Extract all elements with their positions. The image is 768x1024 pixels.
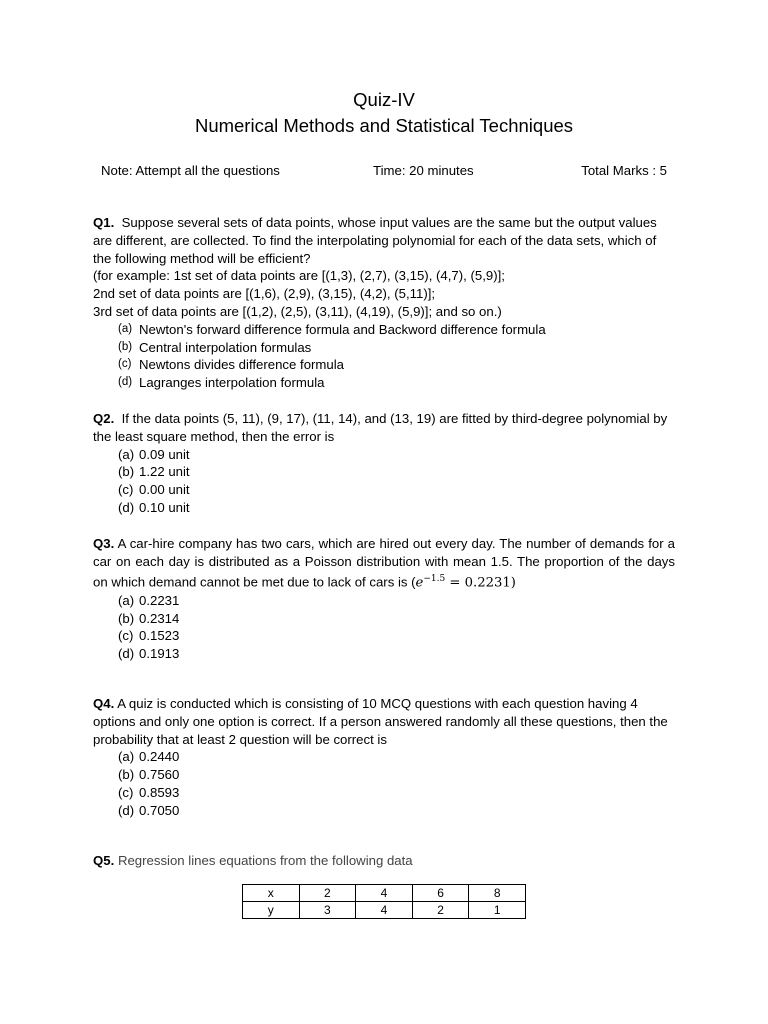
question-number: Q4. [93,696,115,711]
option-label: (c) [118,482,134,498]
table-cell: 4 [356,902,413,919]
option-label: (b) [118,340,133,353]
option-text: Lagranges interpolation formula [139,375,325,391]
option-b [118,463,675,481]
option-b [118,610,675,628]
option-a [118,748,675,766]
question-number: Q5. [93,853,115,868]
option-a [118,321,675,339]
option-label: (c) [118,358,132,371]
option-d [118,499,675,517]
question-3-text [93,535,675,592]
option-c [118,784,675,802]
option-a [118,592,675,610]
option-label: (d) [118,376,133,389]
option-text: Central interpolation formulas [139,339,312,355]
table-row-y [243,902,526,919]
question-5-text [93,852,675,870]
table-cell: x [243,885,300,902]
question-1-options [93,321,675,392]
math-exponent: −1.5 [423,573,446,584]
question-4-stem: A quiz is conducted which is consisting of 10 MCQ questions with each question having 4 options and only one option is correct. If a person answered randomly all these questions, then the probability that at least 2 question will be correct is [93,696,668,747]
question-2-options [93,446,675,517]
course-title: Numerical Methods and Statistical Techniques [194,115,574,136]
question-2-stem: If the data points (5, 11), (9, 17), (11, 14), and (13, 19) are fitted by third-degree polynomial by the least square method, then the error is [93,411,668,444]
math-euler-e: e [415,574,424,590]
option-label: (b) [118,767,135,783]
question-1-example-2: 2nd set of data points are [(1,6), (2,9), (3,15), (4,2), (5,11)]; [93,286,436,302]
option-text: 0.09 unit [139,446,190,462]
option-label: (a) [118,592,135,608]
option-b [118,766,675,784]
option-d [118,645,675,663]
question-3-stem: A car-hire company has two cars, which are hired out every day. The number of demands for a car on each day is distributed as a Poisson distribution with mean 1.5. The proportion of the days on which demand cannot be met due to lack of cars is ( [93,536,675,589]
table-cell: 2 [299,885,356,902]
option-label: (a) [118,322,133,335]
option-label: (c) [118,784,134,800]
option-label: (c) [118,628,134,644]
option-c [118,481,675,499]
option-text: 0.7050 [139,802,180,818]
option-text: 0.2231 [139,592,180,608]
question-2-text [93,410,675,446]
option-text: 0.2314 [139,610,180,626]
table-cell: 4 [356,885,413,902]
table-row-x [243,885,526,902]
question-number: Q3. [93,536,115,551]
option-text: 0.8593 [139,784,180,800]
table-cell: y [243,902,300,919]
time-limit: Time: 20 minutes [373,163,474,178]
table-cell: 8 [469,885,526,902]
option-d [118,802,675,820]
option-text: 0.2440 [139,749,180,765]
question-1-text [93,214,675,267]
question-3 [93,535,675,663]
option-a [118,446,675,464]
question-4-options [93,748,675,819]
option-c [118,356,675,374]
option-label: (d) [118,499,135,515]
question-1-example-3: 3rd set of data points are [(1,2), (2,5), (3,11), (4,19), (5,9)]; and so on.) [93,303,502,319]
option-label: (b) [118,464,135,480]
option-text: Newtons divides difference formula [139,357,344,373]
question-4-text [93,695,675,748]
option-text: 0.7560 [139,767,180,783]
table-cell: 2 [412,902,469,919]
option-b [118,339,675,357]
table-cell: 3 [299,902,356,919]
option-text: 1.22 unit [139,464,190,480]
quiz-title: Quiz-IV [353,89,415,110]
table-cell: 6 [412,885,469,902]
question-number: Q1. [93,215,115,230]
option-label: (d) [118,646,135,662]
option-label: (d) [118,802,135,818]
question-5 [93,852,675,870]
question-1-example-1: (for example: 1st set of data points are [(1,3), (2,7), (3,15), (4,7), (5,9)]; [93,268,505,284]
option-text: Newton's forward difference formula and Backword difference formula [139,321,546,337]
total-marks: Total Marks : 5 [581,163,667,178]
table-cell: 1 [469,902,526,919]
option-text: 0.1523 [139,628,180,644]
question-1 [93,214,675,392]
math-value: = 0.2231) [445,574,516,590]
option-d [118,374,675,392]
option-text: 0.00 unit [139,482,190,498]
option-label: (a) [118,446,135,462]
option-label: (b) [118,610,135,626]
option-label: (a) [118,749,135,765]
question-3-options [93,592,675,663]
option-text: 0.1913 [139,646,180,662]
instructions-note: Note: Attempt all the questions [101,163,280,178]
question-1-stem: Suppose several sets of data points, whose input values are the same but the output values are different, are collected. To find the interpolating polynomial for each of the data sets, which of the following method will be efficient? [93,215,657,266]
question-4 [93,695,675,820]
option-c [118,627,675,645]
option-text: 0.10 unit [139,499,190,515]
question-5-stem: Regression lines equations from the following data [117,853,413,868]
question-2 [93,410,675,517]
question-number: Q2. [93,411,115,426]
regression-data-table [242,884,526,919]
